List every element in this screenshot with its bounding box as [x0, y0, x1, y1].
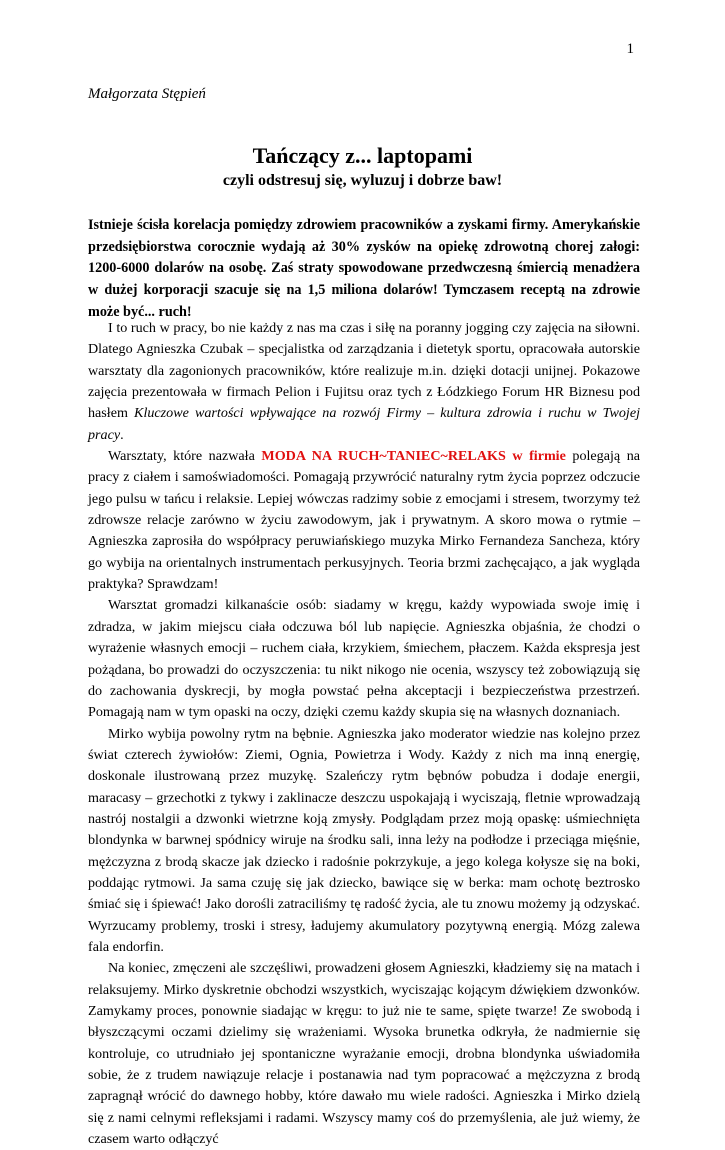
body-paragraph-1	[88, 318, 640, 446]
workshop-slogan: Kluczowe wartości wpływające na rozwój Firmy – kultura zdrowia i ruchu w Twojej pracy	[88, 405, 640, 443]
paragraph-end: .	[120, 426, 124, 443]
paragraph-text: polegają na pracy z ciałem i samoświadomości. Pomagają przywrócić naturalny rytm życia poprzez odczucie jego pulsu w tańcu i relaksie. Lepiej wówczas radzimy sobie z emocjami i stresem, tworzymy też zdrowsze relacje zarówno w życiu zawodowym, jak i prywatnym. A skoro mowa o rytmie – Agnieszka zaprosiła do współpracy peruwiańskiego muzyka Mirko Fernandeza Sancheza, który go wybija na orientalnych instrumentach perkusyjnych. Teoria brzmi zachęcająco, a jak wygląda praktyka? Sprawdzam!	[88, 448, 641, 593]
body-paragraph-4: Mirko wybija powolny rytm na bębnie. Agnieszka jako moderator wiedzie nas kolejno przez świat czterech żywiołów: Ziemi, Ognia, Powietrza i Wody. Każdy z nich ma inną energię, doskonale ilustrowaną przez muzykę. Szaleńczy rytm bębnów pobudza i dodaje energii, maracasy – grzechotki z tykwy i zaklinacze deszczu uspokajają i wyciszają, fletnie wprowadzają nastrój nostalgii a dzwonki wietrzne koją zmysły. Podglądam przez moją opaskę: uśmiechnięta blondynka w barwnej spódnicy wiruje na środku sali, inna leży na podłodze i przeciąga mięśnie, mężczyzna z brodą skacze jak dziecko i radośnie pokrzykuje, a jego kolega kołysze się na boki, poddając rytmowi. Ja sama czuję się jak dziecko, bawiące się w berka: mam ochotę beztrosko śmiać się i śpiewać! Jako dorośli zatraciliśmy tę radość życia, ale tu znowu możemy ją odzyskać. Wyrzucamy problemy, troski i stresy, ładujemy akumulatory pozytywną energią. Mózg zalewa fala endorfin.	[88, 725, 640, 955]
author-name: Małgorzata Stępień	[88, 86, 206, 102]
paragraph-text: Warsztaty, które nazwała	[108, 448, 262, 465]
page-number: 1	[626, 41, 634, 57]
article-body	[88, 318, 640, 1150]
body-paragraph-5: Na koniec, zmęczeni ale szczęśliwi, prowadzeni głosem Agnieszki, kładziemy się na matach i relaksujemy. Mirko dyskretnie obchodzi wszystkich, wyciszając kojącym dźwiękiem dzwonków. Zamykamy proces, ponownie siadając w kręgu: to już nie te same, spięte twarze! Ze swobodą i błyszczącymi oczami dzielimy się wrażeniami. Wysoka brunetka odkryła, że nadmiernie się kontroluje, co utrudniało jej spontaniczne wyrażanie emocji, drobna blondynka uświadomiła sobie, że z trudem nawiązuje relacje i postanawia nad tym popracować a mężczyzna z brodą zapragnął wrócić do dawnego hobby, które dawało mu wiele radości. Agnieszka i Mirko dzielą się z nami celnymi refleksjami i radami. Wszyscy mamy coś do przemyślenia, ale już wiemy, że czasem warto odłączyć	[88, 960, 640, 1148]
article-subtitle: czyli odstresuj się, wyluzuj i dobrze baw!	[222, 172, 503, 189]
workshop-name-highlight: MODA NA RUCH~TANIEC~RELAKS w firmie	[261, 448, 566, 465]
lead-paragraph: Istnieje ścisła korelacja pomiędzy zdrowiem pracowników a zyskami firmy. Amerykańskie przedsiębiorstwa corocznie wydają aż 30% zysków na opiekę zdrowotną chorej załogi: 1200-6000 dolarów na osobę. Zaś straty spowodowane przedwczesną śmiercią menadżera w dużej korporacji szacuje się na 1,5 miliona dolarów! Tymczasem receptą na zdrowie może być... ruch!	[88, 217, 640, 320]
article-title: Tańczący z... laptopami	[252, 143, 473, 168]
body-paragraph-2	[88, 446, 640, 595]
paragraph-text: I to ruch w pracy, bo nie każdy z nas ma czas i siłę na poranny jogging czy zajęcia na siłowni. Dlatego Agnieszka Czubak – specjalistka od zarządzania i dietetyk sportu, opracowała autorskie warsztaty dla zagonionych pracowników, które realizuje m.in. dzięki dotacji unijnej. Pokazowe zajęcia prezentowała w firmach Pelion i Fujitsu oraz tych z Łódzkiego Forum HR Biznesu pod hasłem	[88, 320, 640, 422]
body-paragraph-3: Warsztat gromadzi kilkanaście osób: siadamy w kręgu, każdy wypowiada swoje imię i zdradza, w jakim miejscu ciała odczuwa ból lub napięcie. Agnieszka objaśnia, że chodzi o wyrażenie własnych emocji – ruchem ciała, krzykiem, śmiechem, płaczem. Każda ekspresja jest pożądana, bo prowadzi do oczyszczenia: tu nikt nikogo nie ocenia, wszyscy też zobowiązują się do zachowania dyskrecji, by mogła powstać pełna akceptacji i bezpieczeństwa przestrzeń. Pomagają nam w tym opaski na oczy, dzięki czemu każdy skupia się na własnych doznaniach.	[88, 597, 640, 721]
